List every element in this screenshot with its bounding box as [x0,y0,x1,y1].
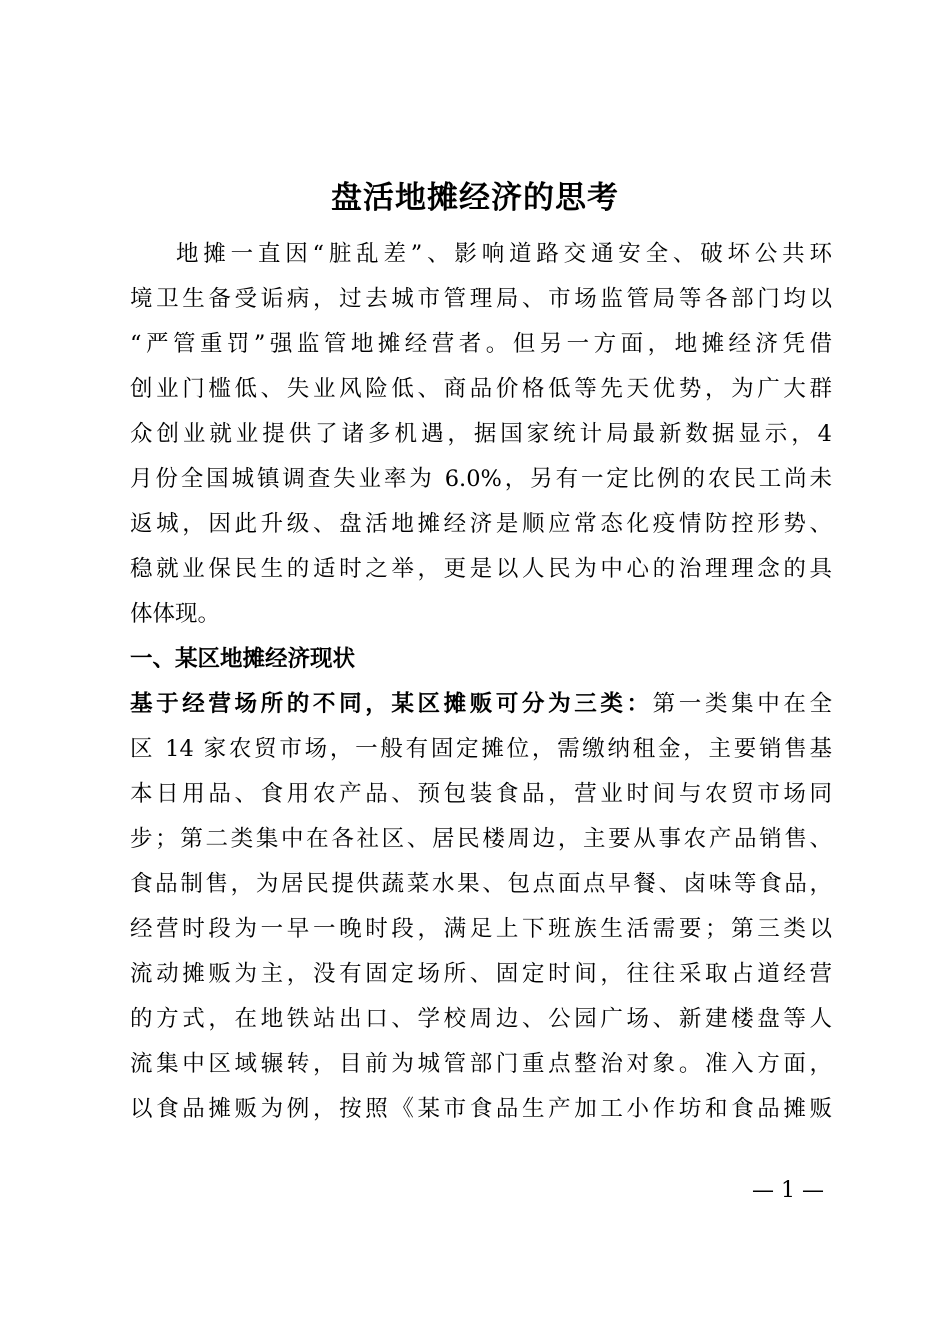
text-line: 经营时段为一早一晚时段，满足上下班族生活需要；第三类以 [130,916,832,942]
text-line: 稳就业保民生的适时之举，更是以人民为中心的治理理念的具 [130,556,832,582]
text-line: 地摊一直因“脏乱差”、影响道路交通安全、破坏公共环 [176,241,832,267]
text-line: 月份全国城镇调查失业率为 6.0%，另有一定比例的农民工尚未 [130,466,832,492]
text-line: 众创业就业提供了诸多机遇，据国家统计局最新数据显示，4 [130,421,832,447]
document-body [130,232,832,1132]
text-line: 流动摊贩为主，没有固定场所、固定时间，往往采取占道经营 [130,961,832,987]
document-title: 盘活地摊经济的思考 [331,180,619,216]
paragraph-intro [130,232,832,637]
text-run: 第一类集中在全 [652,691,832,717]
text-line: 以食品摊贩为例，按照《某市食品生产加工小作坊和食品摊贩 [130,1096,832,1122]
paragraph-lead: 基于经营场所的不同，某区摊贩可分为三类： [130,691,653,717]
text-line: 食品制售，为居民提供蔬菜水果、包点面点早餐、卤味等食品， [130,871,832,897]
text-line: 创业门槛低、失业风险低、商品价格低等先天优势，为广大群 [130,376,832,402]
text-line: 本日用品、食用农产品、预包装食品，营业时间与农贸市场同 [130,781,832,807]
paragraph-status [130,682,832,1132]
text-line: 返城，因此升级、盘活地摊经济是顺应常态化疫情防控形势、 [130,511,832,537]
page-number: — 1 — [752,1178,824,1203]
text-line [130,682,832,727]
text-line: 区 14 家农贸市场，一般有固定摊位，需缴纳租金，主要销售基 [130,736,832,762]
section-heading: 一、某区地摊经济现状 [130,646,356,672]
text-line: 流集中区域辗转，目前为城管部门重点整治对象。准入方面， [130,1051,832,1077]
text-line: “严管重罚”强监管地摊经营者。但另一方面，地摊经济凭借 [130,331,832,357]
text-line: 步；第二类集中在各社区、居民楼周边，主要从事农产品销售、 [130,826,832,852]
text-line: 体体现。 [130,601,221,627]
text-line: 的方式，在地铁站出口、学校周边、公园广场、新建楼盘等人 [130,1006,832,1032]
text-line: 境卫生备受诟病，过去城市管理局、市场监管局等各部门均以 [130,286,832,312]
